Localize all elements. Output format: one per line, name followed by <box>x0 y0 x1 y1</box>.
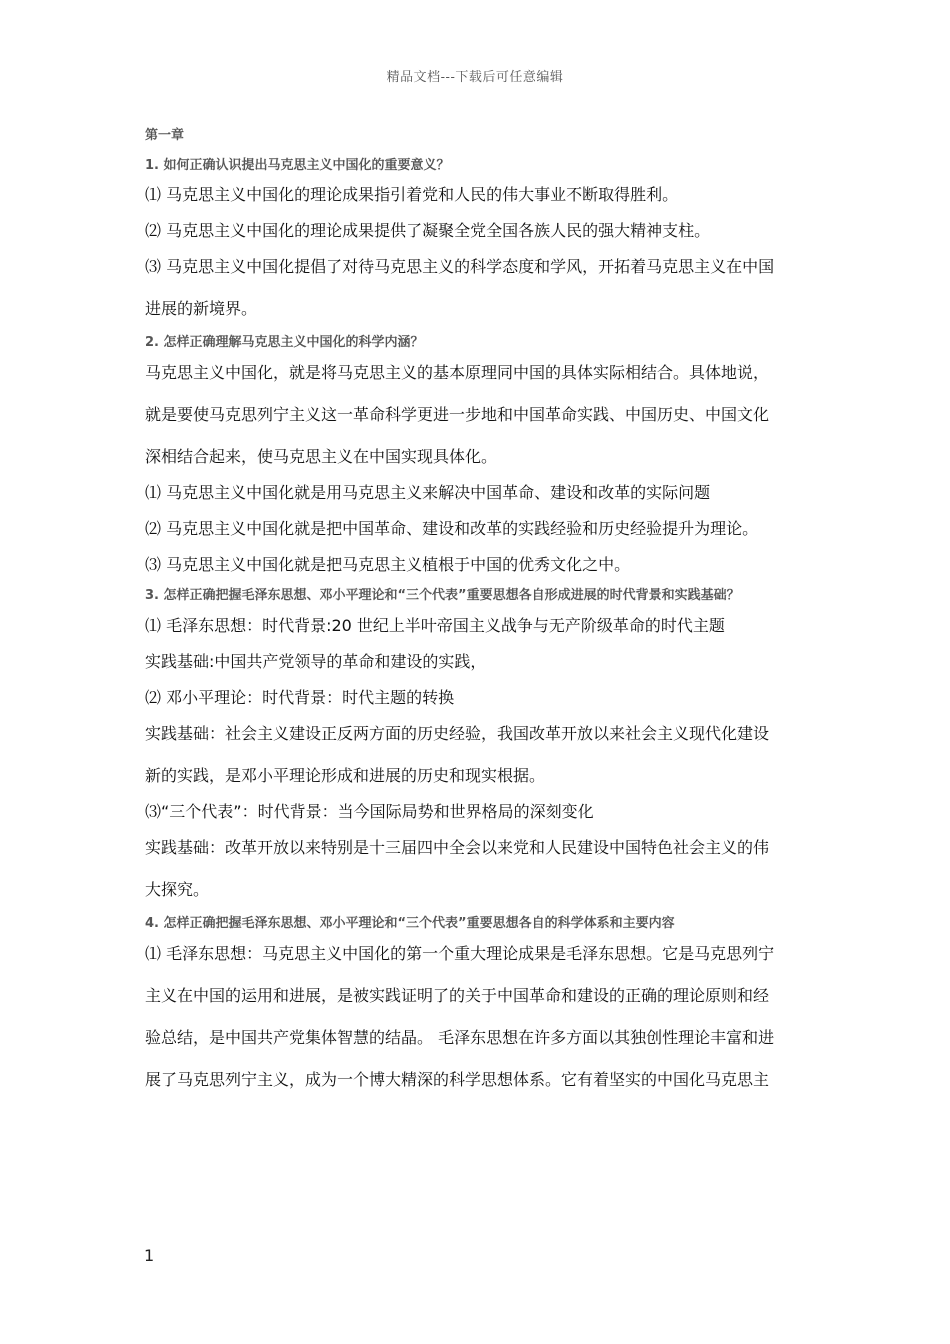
page-header: 精品文档---下载后可任意编辑 <box>386 70 564 85</box>
question-3-title: 3. 怎样正确把握毛泽东思想、邓小平理论和“三个代表”重要思想各自形成进展的时代背景和实践基础？ <box>145 588 740 603</box>
q3-line-2: 实践基础:中国共产党领导的革命和建设的实践， <box>145 652 487 671</box>
q3-line-6: ⑶“三个代表”：时代背景：当今国际局势和世界格局的深刻变化 <box>145 802 594 821</box>
page-number: 1 <box>144 1246 155 1265</box>
question-2-title: 2. 怎样正确理解马克思主义中国化的科学内涵？ <box>145 335 424 350</box>
q2-item-2: ⑵ 马克思主义中国化就是把中国革命、建设和改革的实践经验和历史经验提升为理论。 <box>145 519 759 538</box>
q2-intro-1: 马克思主义中国化，就是将马克思主义的基本原理同中国的具体实际相结合。具体地说， <box>145 363 770 382</box>
q2-item-3: ⑶ 马克思主义中国化就是把马克思主义植根于中国的优秀文化之中。 <box>145 555 631 574</box>
q1-item-2: ⑵ 马克思主义中国化的理论成果提供了凝聚全党全国各族人民的强大精神支柱。 <box>145 221 711 240</box>
chapter-heading: 第一章 <box>145 128 185 143</box>
q3-line-1: ⑴ 毛泽东思想：时代背景:20 世纪上半叶帝国主义战争与无产阶级革命的时代主题 <box>145 616 725 635</box>
question-4-title: 4. 怎样正确把握毛泽东思想、邓小平理论和“三个代表”重要思想各自的科学体系和主要内容 <box>145 916 675 931</box>
question-1-title: 1. 如何正确认识提出马克思主义中国化的重要意义？ <box>145 158 450 173</box>
document-body <box>145 126 825 1090</box>
q3-line-7: 实践基础：改革开放以来特别是十三届四中全会以来党和人民建设中国特色社会主义的伟 <box>145 838 770 857</box>
q3-line-5: 新的实践，是邓小平理论形成和进展的历史和现实根据。 <box>145 766 546 785</box>
q3-line-4: 实践基础：社会主义建设正反两方面的历史经验，我国改革开放以来社会主义现代化建设 <box>145 724 770 743</box>
q3-line-8: 大探究。 <box>145 880 210 899</box>
q2-item-1: ⑴ 马克思主义中国化就是用马克思主义来解决中国革命、建设和改革的实际问题 <box>145 483 711 502</box>
q1-item-1: ⑴ 马克思主义中国化的理论成果指引着党和人民的伟大事业不断取得胜利。 <box>145 185 679 204</box>
q4-line-1: ⑴ 毛泽东思想：马克思主义中国化的第一个重大理论成果是毛泽东思想。它是马克思列宁 <box>145 944 775 963</box>
q2-intro-2: 就是要使马克思列宁主义这一革命科学更进一步地和中国革命实践、中国历史、中国文化 <box>145 405 770 424</box>
q4-line-4: 展了马克思列宁主义，成为一个博大精深的科学思想体系。它有着坚实的中国化马克思主 <box>145 1070 770 1089</box>
q3-line-3: ⑵ 邓小平理论：时代背景：时代主题的转换 <box>145 688 455 707</box>
q1-item-3: ⑶ 马克思主义中国化提倡了对待马克思主义的科学态度和学风，开拓着马克思主义在中国 <box>145 257 775 276</box>
q2-intro-3: 深相结合起来，使马克思主义在中国实现具体化。 <box>145 447 498 466</box>
q1-item-3-cont: 进展的新境界。 <box>145 299 258 318</box>
q4-line-2: 主义在中国的运用和进展，是被实践证明了的关于中国革命和建设的正确的理论原则和经 <box>145 986 770 1005</box>
q4-line-3: 验总结，是中国共产党集体智慧的结晶。 毛泽东思想在许多方面以其独创性理论丰富和进 <box>145 1028 775 1047</box>
